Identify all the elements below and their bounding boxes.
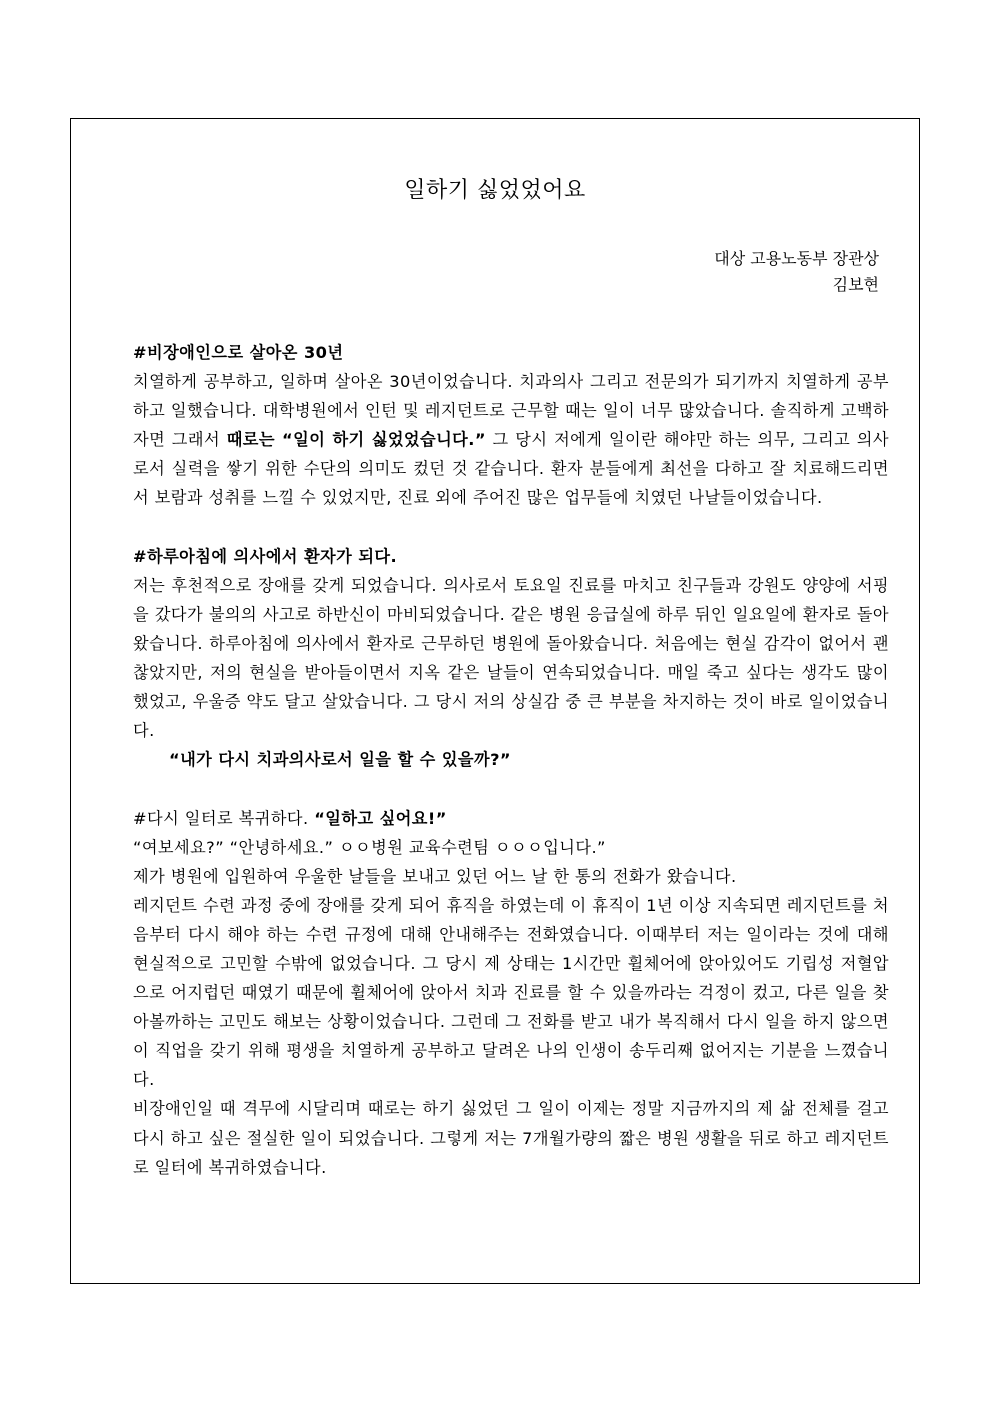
emphasis-text: 때로는 “일이 하기 싫었었습니다.” [226, 430, 486, 450]
section-heading-1: #비장애인으로 살아온 30년 [133, 343, 344, 362]
paragraph-text: 치열하게 공부하고, 일하며 살아온 30년이었습니다. 치과의사 그리고 전문의가 되기까지 치열하게 공부하고 일했습니다. 대학병원에서 인턴 및 레지던트로 근무할 때는 일이 너무 많았습니다. 솔직하게 고백하자면 그래서 [133, 372, 889, 450]
paragraph-text: 그 당시 저에게 일이란 해야만 하는 의무, 그리고 의사로서 실력을 쌓기 위한 수단의 의미도 컸던 것 같습니다. 환자 분들에게 최선을 다하고 잘 치료해드리면서 보람과 성취를 느낄 수 있었지만, 진료 외에 주어진 많은 업무들에 치였던 나날들이었습니다. [133, 430, 889, 508]
section-paragraph-1 [133, 367, 889, 512]
section-heading-3 [133, 804, 889, 833]
document-frame [70, 118, 920, 1284]
section-heading-2: #하루아침에 의사에서 환자가 되다. [133, 546, 398, 566]
quote-line: “내가 다시 치과의사로서 일을 할 수 있을까?” [169, 750, 512, 770]
section-paragraph-3b: 레지던트 수련 과정 중에 장애를 갖게 되어 휴직을 하였는데 이 휴직이 1년 이상 지속되면 레지던트를 처음부터 다시 해야 하는 수련 규정에 대해 안내해주는 전화였습니다. 이때부터 저는 일이라는 것에 대해 현실적으로 고민할 수밖에 없었습니다. 그 당시 제 상태는 1시간만 휠체어에 앉아있어도 기립성 저혈압으로 어지럽던 때였기 때문에 휠체어에 앉아서 치과 진료를 할 수 있을까라는 걱정이 컸고, 다른 일을 찾아볼까하는 고민도 해보는 상황이었습니다. 그런데 그 전화를 받고 내가 복직해서 다시 일을 하지 않으면 이 직업을 갖기 위해 평생을 치열하게 공부하고 달려온 나의 인생이 송두리째 없어지는 기분을 느꼈습니다. [133, 895, 889, 1090]
document-title: 일하기 싫었었어요 [404, 178, 586, 203]
heading-prefix: #다시 일터로 복귀하다. [133, 808, 315, 828]
author-block [714, 246, 879, 298]
author-name: 김보현 [832, 275, 879, 294]
paragraph-gap [133, 774, 889, 803]
document-body [133, 338, 889, 1182]
section-paragraph-3c: 비장애인일 때 격무에 시달리며 때로는 하기 싫었던 그 일이 이제는 정말 지금까지의 제 삶 전체를 걸고 다시 하고 싶은 절실한 일이 되었습니다. 그렇게 저는 7개월가량의 짧은 병원 생활을 뒤로 하고 레지던트로 일터에 복귀하였습니다. [133, 1099, 889, 1177]
award-line: 대상 고용노동부 장관상 [714, 249, 879, 268]
phone-dialogue-line: “여보세요?” “안녕하세요.” ㅇㅇ병원 교육수련팀 ㅇㅇㅇ입니다.” [133, 837, 606, 857]
heading-emphasis: “일하고 싶어요!” [314, 808, 447, 828]
section-paragraph-2: 저는 후천적으로 장애를 갖게 되었습니다. 의사로서 토요일 진료를 마치고 친구들과 강원도 양양에 서핑을 갔다가 불의의 사고로 하반신이 마비되었습니다. 같은 병원 응급실에 하루 뒤인 일요일에 환자로 돌아왔습니다. 하루아침에 의사에서 환자로 근무하던 병원에 돌아왔습니다. 처음에는 현실 감각이 없어서 괜찮았지만, 저의 현실을 받아들이면서 지옥 같은 날들이 연속되었습니다. 매일 죽고 싶다는 생각도 많이 했었고, 우울증 약도 달고 살았습니다. 그 당시 저의 상실감 중 큰 부분을 차지하는 것이 바로 일이었습니다. [133, 575, 889, 741]
section-paragraph-3a: 제가 병원에 입원하여 우울한 날들을 보내고 있던 어느 날 한 통의 전화가 왔습니다. [133, 866, 737, 886]
paragraph-gap [133, 513, 889, 542]
